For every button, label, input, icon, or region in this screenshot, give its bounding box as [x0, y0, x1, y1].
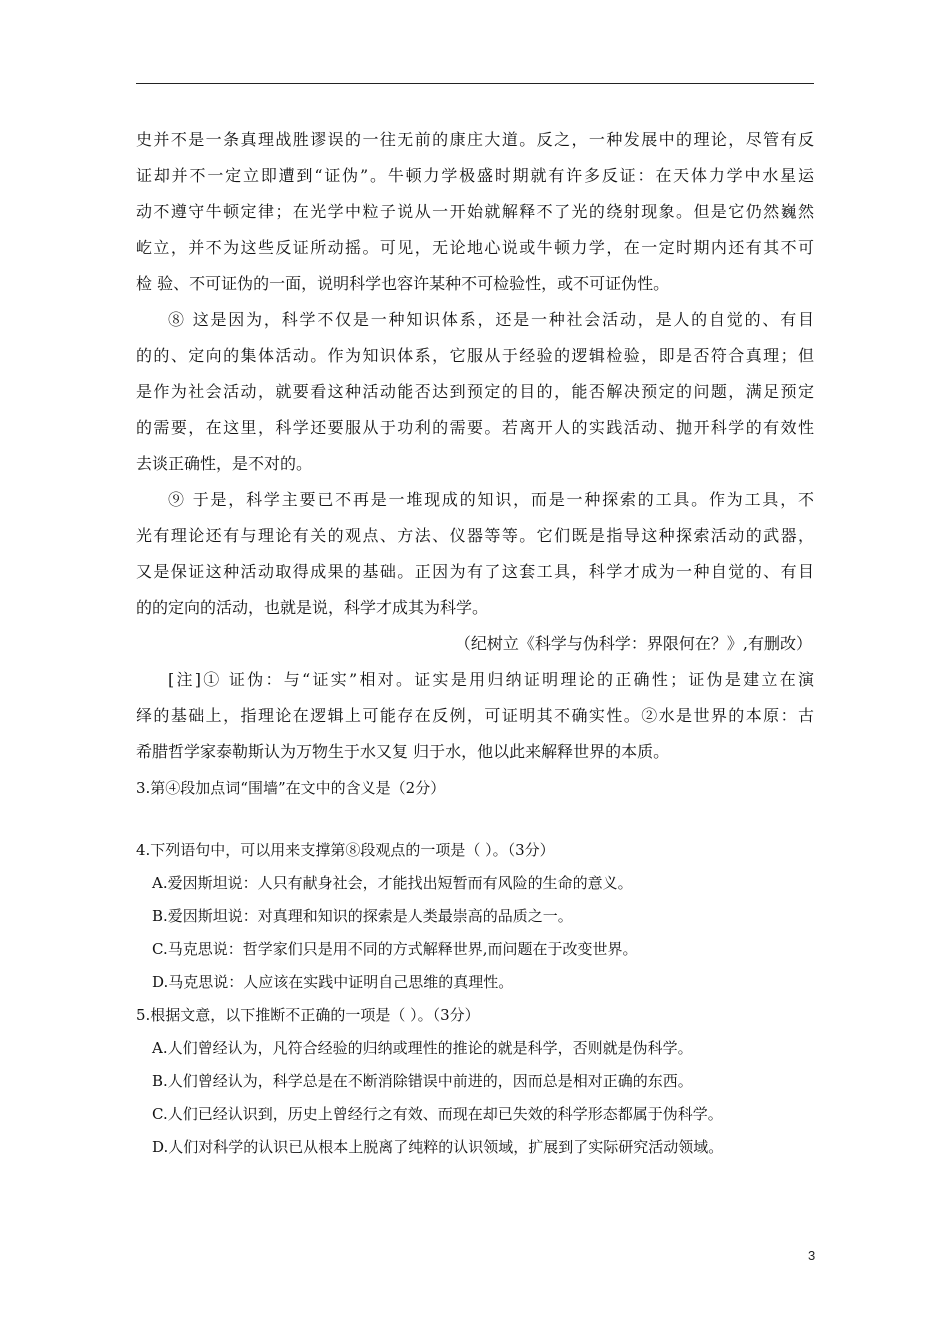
option-c: C.马克思说：哲学家们只是用不同的方式解释世界,而问题在于改变世界。 [152, 940, 638, 958]
option-d: D.人们对科学的认识已从根本上脱离了纯粹的认识领域，扩展到了实际研究活动领域。 [152, 1138, 724, 1156]
question-4 [136, 834, 814, 999]
option-d: D.马克思说：人应该在实践中证明自己思维的真理性。 [152, 973, 514, 991]
source-citation: （纪树立《科学与伪科学：界限何在？》,有删改） [454, 634, 812, 653]
text-line: 是作为社会活动，就要看这种活动能否达到预定的目的，能否解决预定的问题，满足预定 [136, 382, 814, 401]
page-number: 3 [808, 1248, 816, 1263]
text-line: 去谈正确性，是不对的。 [136, 454, 313, 473]
text-line: ⑨ 于是，科学主要已不再是一堆现成的知识，而是一种探索的工具。作为工具，不 [168, 490, 814, 509]
option-b: B.爱因斯坦说：对真理和知识的探索是人类最崇高的品质之一。 [152, 907, 573, 925]
page-content [136, 122, 814, 1164]
text-line: 的的、定向的集体活动。作为知识体系，它服从于经验的逻辑检验，即是否符合真理；但 [136, 346, 814, 365]
text-line: 的的定向的活动，也就是说，科学才成其为科学。 [136, 598, 489, 617]
text-line: 又是保证这种活动取得成果的基础。正因为有了这套工具，科学才成为一种自觉的、有目 [136, 562, 814, 581]
text-line: 希腊哲学家泰勒斯认为万物生于水又复 归于水，他以此来解释世界的本质。 [136, 742, 670, 761]
text-line: ⑧ 这是因为，科学不仅是一种知识体系，还是一种社会活动，是人的自觉的、有目 [168, 310, 814, 329]
text-line: 绎的基础上，指理论在逻辑上可能存在反例，可证明其不确实性。②水是世界的本原：古 [136, 706, 814, 725]
text-line: 动不遵守牛顿定律；在光学中粒子说从一开始就解释不了光的绕射现象。但是它仍然巍然 [136, 202, 814, 221]
answer-space [136, 806, 814, 834]
option-c: C.人们已经认识到，历史上曾经行之有效、而现在却已失效的科学形态都属于伪科学。 [152, 1105, 723, 1123]
text-line: 的需要，在这里，科学还要服从于功利的需要。若离开人的实践活动、抛开科学的有效性 [136, 418, 814, 437]
question-stem: 4.下列语句中，可以用来支撑第⑧段观点的一项是（ ）。（3分） [136, 841, 555, 859]
option-a: A.爱因斯坦说：人只有献身社会，才能找出短暂而有风险的生命的意义。 [152, 874, 633, 892]
text-line: 史并不是一条真理战胜谬误的一往无前的康庄大道。反之，一种发展中的理论，尽管有反 [136, 130, 814, 149]
text-line: 证却并不一定立即遭到“证伪”。牛顿力学极盛时期就有许多反证：在天体力学中水星运 [136, 166, 814, 185]
paragraph-8 [136, 302, 814, 482]
paragraph-9 [136, 482, 814, 626]
question-stem: 5.根据文意，以下推断不正确的一项是（ ）。（3分） [136, 1006, 480, 1024]
paragraph-7-tail [136, 122, 814, 302]
option-b: B.人们曾经认为，科学总是在不断消除错误中前进的，因而总是相对正确的东西。 [152, 1072, 693, 1090]
text-line: 光有理论还有与理论有关的观点、方法、仪器等等。它们既是指导这种探索活动的武器， [136, 526, 814, 545]
footnote [136, 662, 814, 770]
header-rule [136, 83, 814, 84]
text-line: 检 验、不可证伪的一面，说明科学也容许某种不可检验性，或不可证伪性。 [136, 274, 670, 293]
text-line: 屹立，并不为这些反证所动摇。可见，无论地心说或牛顿力学，在一定时期内还有其不可 [136, 238, 814, 257]
option-a: A.人们曾经认为，凡符合经验的归纳或理性的推论的就是科学，否则就是伪科学。 [152, 1039, 693, 1057]
text-line: [注]① 证伪：与“证实”相对。证实是用归纳证明理论的正确性；证伪是建立在演 [168, 670, 814, 689]
question-3: 3.第④段加点词“围墙”在文中的含义是（2分） [136, 779, 446, 797]
question-5 [136, 999, 814, 1164]
